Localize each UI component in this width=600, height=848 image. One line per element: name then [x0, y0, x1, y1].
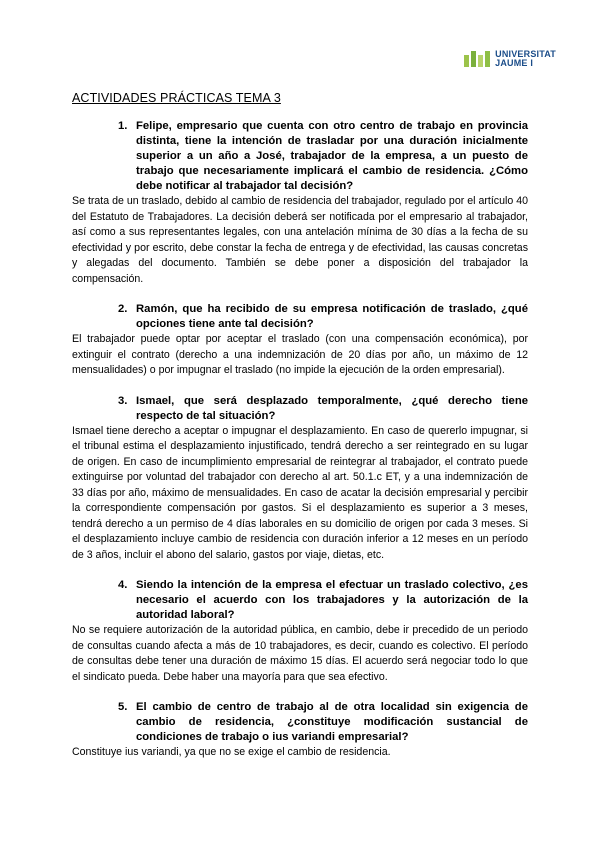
question-item	[72, 119, 528, 287]
university-logo	[464, 50, 556, 68]
question-number: 4.	[118, 579, 128, 591]
logo-line-2: JAUME I	[495, 58, 534, 68]
page-title: ACTIVIDADES PRÁCTICAS TEMA 3	[72, 91, 281, 105]
question-text: Ismael, que será desplazado temporalmente, ¿qué derecho tiene respecto de tal situación?	[136, 394, 528, 422]
question-text: Siendo la intención de la empresa el efectuar un traslado colectivo, ¿es necesario el acuerdo con los trabajadores y la autorización de la autoridad laboral?	[136, 579, 528, 621]
question-text: El cambio de centro de trabajo al de otra localidad sin exigencia de cambio de residencia, ¿constituye modificación sustancial de condiciones de trabajo o ius variandi empresarial?	[136, 701, 528, 743]
document-body	[72, 119, 528, 761]
question-item	[72, 394, 528, 564]
answer-text: No se requiere autorización de la autoridad pública, en cambio, debe ir precedido de un periodo de consultas cuando afecta a más de 10 trabajadores, es decir, cuando es colectivo. El período de consultas debe tener una duración de máximo 15 días. El acuerdo será negociar todo lo que el sindicato pueda. Debe haber una mayoría para que sea efectivo.	[72, 624, 528, 683]
question	[118, 119, 528, 194]
question-item	[72, 700, 528, 761]
question-item	[72, 302, 528, 379]
question-text: Felipe, empresario que cuenta con otro centro de trabajo en provincia distinta, tiene la intención de trasladar por una duración inicialmente superior a un año a José, trabajador de la empresa, a un puesto de trabajo que necesariamente implicará el cambio de residencia. ¿Cómo debe notificar al trabajador tal decisión?	[136, 120, 528, 192]
question-item	[72, 578, 528, 685]
answer-text: Se trata de un traslado, debido al cambio de residencia del trabajador, regulado por el artículo 40 del Estatuto de Trabajadores. La decisión deberá ser notificada por el empresario al trabajador, así como a sus representantes legales, con una antelación mínima de 30 días a la fecha de su efectividad y por escrito, debe constar la fecha de entrega y de efectividad, las causas concretas y alegadas del documento. También se debe poner a disposición del trabajador la compensación.	[72, 195, 528, 285]
question-number: 2.	[118, 303, 128, 315]
answer-text: El trabajador puede optar por aceptar el traslado (con una compensación económica), por extinguir el contrato (derecho a una indemnización de 20 días por año, un máximo de 12 mensualidades) o por impugnar el traslado (no impide la ejecución de la orden empresarial).	[72, 333, 528, 376]
question-number: 3.	[118, 394, 128, 407]
logo-mark-icon	[464, 51, 490, 67]
question-text: Ramón, que ha recibido de su empresa notificación de traslado, ¿qué opciones tiene ante tal decisión?	[136, 303, 528, 330]
answer-text: Constituye ius variandi, ya que no se exige el cambio de residencia.	[72, 746, 391, 758]
question	[118, 302, 528, 332]
question	[118, 394, 528, 424]
question-number: 1.	[118, 120, 128, 132]
question	[118, 578, 528, 623]
question	[118, 700, 528, 745]
logo-text	[495, 50, 556, 68]
question-number: 5.	[118, 701, 128, 713]
logo-line-1: UNIVERSITAT	[495, 49, 556, 59]
answer-text: Ismael tiene derecho a aceptar o impugnar el desplazamiento. En caso de quererlo impugnar, si el tribunal estima el desplazamiento injustificado, tendrá derecho a ser reintegrado en su lugar de origen. En caso de incumplimiento empresarial de reintegrar al trabajador, el contrato puede extinguirse por voluntad del trabajador con derecho al art. 50.1.c ET, y a una indemnización de 33 días por año, máximo de mensualidades. En caso de acatar la decisión empresarial y percibir la correspondiente compensación por gastos. Si el desplazamiento es superior a 3 meses, tendrá derecho a un permiso de 4 días laborales en su domicilio de origen por cada 3 meses. Si el desplazamiento incluye cambio de residencia con duración inferior a 12 meses en un período de 3 años, incluir el abono del salario, gastos por viaje, dietas, etc.	[72, 424, 528, 561]
